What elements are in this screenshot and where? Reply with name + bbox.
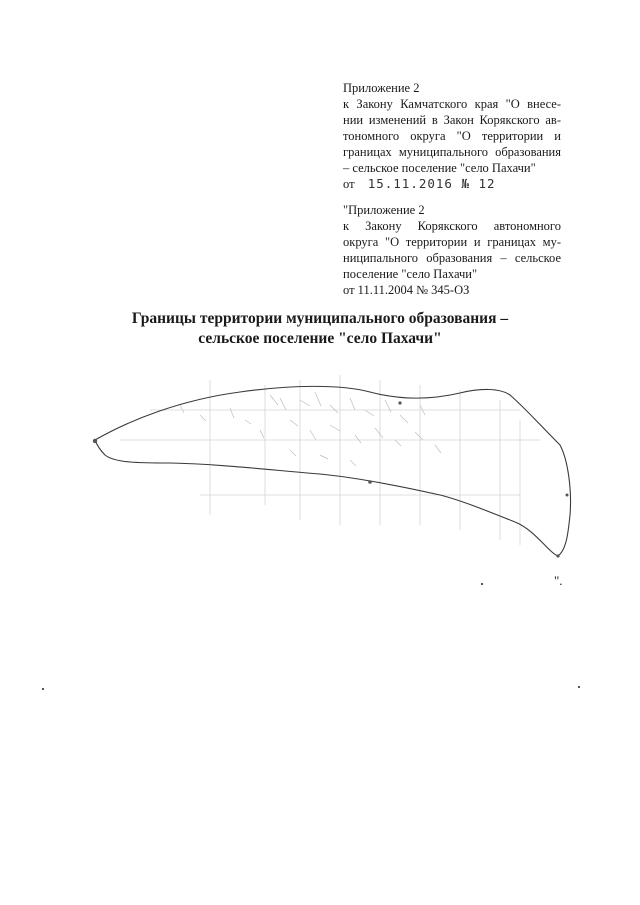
closing-quote-mark: ".: [554, 573, 563, 588]
appendix-header-line: границах муниципального образования: [343, 145, 561, 159]
quoted-appendix-line: округа "О территории и границах му-: [343, 235, 561, 249]
appendix-header-line: к Закону Камчатского края "О внесе-: [343, 97, 561, 111]
appendix-header: [343, 80, 561, 192]
date-prefix: от: [343, 177, 355, 191]
appendix-header-line: тономного округа "О территории и: [343, 129, 561, 143]
appendix-date-line: [343, 176, 561, 192]
quoted-appendix-line: поселение "село Пахачи": [343, 267, 478, 281]
boundary-line: [95, 386, 571, 556]
document-title-line: Границы территории муниципального образования –: [131, 310, 509, 327]
date-value: 15.11.2016 № 12: [367, 176, 496, 191]
map-grid: [120, 375, 540, 545]
appendix-header-line: Приложение 2: [343, 81, 420, 95]
document-title: [60, 309, 580, 349]
scan-speck: [481, 583, 483, 585]
quoted-appendix-line: к Закону Корякского автономного: [343, 219, 561, 233]
scan-speck: [578, 686, 580, 688]
scan-speck: [42, 688, 44, 690]
quoted-appendix-line: ниципального образования – сельское: [343, 251, 561, 265]
document-title-line: сельское поселение "село Пахачи": [198, 330, 442, 347]
appendix-header-line: – сельское поселение "село Пахачи": [343, 161, 536, 175]
appendix-header-line: нии изменений в Закон Корякского ав-: [343, 113, 561, 127]
quoted-appendix-line: от 11.11.2004 № 345-ОЗ: [343, 283, 470, 297]
map-hatching: [180, 392, 441, 466]
quoted-appendix: [343, 202, 561, 298]
quoted-appendix-line: "Приложение 2: [343, 203, 425, 217]
map-markers: [93, 401, 569, 557]
